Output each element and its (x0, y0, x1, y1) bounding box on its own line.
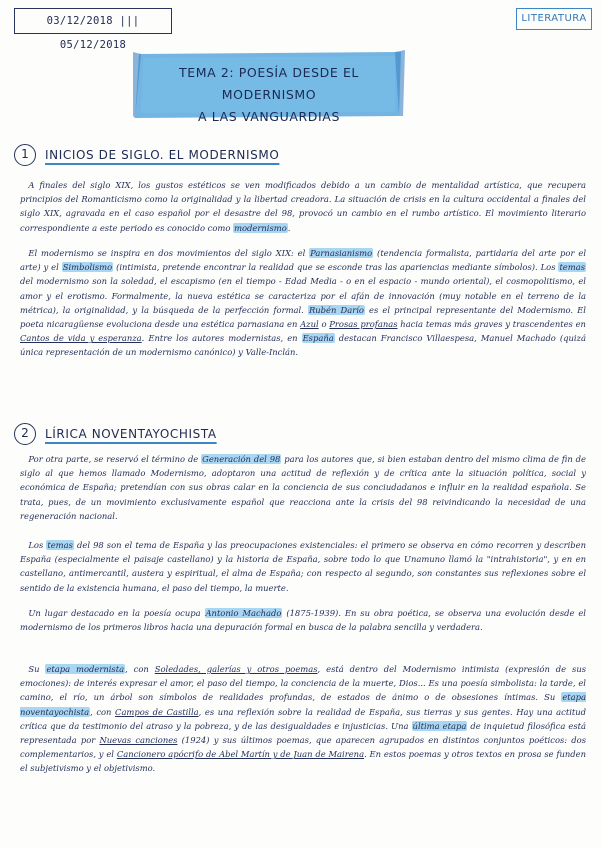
work-title: Cantos de vida y esperanza (20, 333, 142, 344)
section-title: LÍRICA NOVENTAYOCHISTA (45, 427, 217, 441)
text: . Entre los autores modernistas, en (141, 333, 298, 344)
paragraph-s2-2 (20, 538, 586, 595)
topic-title-banner (133, 50, 405, 124)
text: del modernismo son la soledad, el escapismo (en el tiempo - Edad Media - o en el espacio - mundo oriental), el cosmopolitismo, el amor y el erotismo. Formalmente, la nueva estética se caracteriza por el afán de innovación (muy notable en el terreno de la métrica), la originalidad, y la búsqueda de la perfección formal. (20, 276, 586, 315)
topic-title-line-2: A LAS VANGUARDIAS (198, 109, 340, 124)
text: (tendencia formalista, partidaria del arte por el arte) y el (20, 248, 586, 273)
highlight: modernismo (234, 222, 287, 233)
topic-title (133, 62, 405, 128)
work-title: Prosas profanas (329, 319, 398, 330)
text: Su (28, 664, 40, 674)
text: Los (28, 540, 44, 550)
highlight: Antonio Machado (205, 608, 282, 618)
highlight: Generación del 98 (202, 454, 281, 464)
section-2-heading (14, 423, 217, 445)
text: . (287, 222, 291, 233)
text: para los autores que, si bien estaban dentro del mismo clima de fin de siglo al que hemos llamado Modernismo, adoptaron una actitud de reflexión y de crítica ante la situación política, social y económica de España; pretendían con sus obras calar en la conciencia de sus conciudadanos e influir en la realidad española. Se trata, pues, de un movimiento exclusivamente español que reacciona ante la crisis del 98 reivindicando la necesidad de una regeneración nacional. (20, 454, 586, 521)
highlight: Simbolismo (62, 262, 113, 273)
text: (intimista, pretende encontrar la realidad que se esconde tras las apariencias mediante símbolos). Los (116, 262, 556, 273)
section-1-heading (14, 144, 279, 166)
text: A finales del siglo XIX, los gustos estéticos se ven modificados debido a un cambio de mentalidad artística, que recupera principios del Romanticismo como la originalidad y la libertad creadora. La situación de crisis en la cultura occidental a finales del siglo XIX, agravada en el caso español por el desastre del 98, provocó un cambio en el rumbo artístico. El movimiento literario correspondiente a este periodo es conocido como (20, 180, 586, 233)
text: o (321, 319, 327, 330)
text: , con (90, 706, 112, 717)
work-title: Cancionero apócrifo de Abel Martín y de Juan de Mairena (116, 749, 365, 760)
work-title: Soledades, galerías y otros poemas (154, 664, 318, 674)
paragraph-s2-1 (20, 452, 586, 523)
text: (1875-1939). En su obra poética, se observa una evolución desde el modernismo de los primeros libros hacia una depuración formal en busca de la palabra sencilla y verdadera. (20, 608, 586, 633)
highlight: última etapa (412, 720, 467, 731)
section-number: 1 (14, 144, 36, 166)
paragraph-s2-3 (20, 606, 586, 634)
section-number: 2 (14, 423, 36, 445)
text: del 98 son el tema de España y las preocupaciones existenciales: el primero se observa en cómo recorren y describen España (especialmente el paisaje castellano) y la historia de España, sobre todo lo que Unamuno llamó la "intrahistoria", y en en castellano, antimercantil, austera y espiritual, el alma de España; con respecto al segundo, son constantes sus reflexiones sobre el sentido de la existencia humana, el paso del tiempo, la muerte. (20, 540, 586, 593)
highlight: Rubén Darío (308, 304, 364, 315)
paragraph-s1-1 (20, 178, 586, 235)
highlight: España (302, 333, 334, 344)
highlight: Parnasianismo (310, 248, 373, 258)
paragraph-s1-2 (20, 246, 586, 360)
work-title: Campos de Castilla (115, 706, 199, 717)
text: . En estos poemas y otros textos en prosa se funden el subjetivismo y el objetivismo. (20, 749, 586, 774)
text: (1924) y sus últimos poemas, que aparecen agrupados en distintos conjuntos poéticos: dos complementarios, y el (20, 735, 586, 760)
work-title: Nuevas canciones (99, 735, 178, 746)
text: de inquietud filosófica está representada por (20, 720, 586, 746)
subject-label: LITERATURA (516, 8, 592, 30)
text: es el principal representante del Modernismo. El poeta nicaragüense evoluciona desde una estética parnasiana en (20, 304, 586, 330)
highlight: etapa modernista (46, 664, 125, 674)
date-box: 03/12/2018 ||| 05/12/2018 (14, 8, 172, 34)
highlight: temas (559, 262, 585, 273)
section-title: INICIOS DE SIGLO. EL MODERNISMO (45, 148, 280, 162)
text: , está dentro del Modernismo intimista (expresión de sus emociones): de interés expresar el amor, el paso del tiempo, la conciencia de la muerte, Dios... Es una poesía simbolista: la tarde, el camino, el río, un árbol son símbolos de realidades profundas, de estados de ánimo o de obsesiones íntimas. Su (20, 664, 587, 703)
text: El modernismo se inspira en dos movimientos del siglo XIX: el (28, 248, 306, 258)
text: , con (125, 664, 149, 674)
work-title: Azul (300, 319, 319, 330)
highlight: temas (47, 540, 73, 550)
paragraph-s2-4 (20, 662, 586, 776)
text: hacia temas más graves y trascendentes en (400, 319, 586, 330)
topic-title-line-1: TEMA 2: POESÍA DESDE EL MODERNISMO (178, 65, 360, 102)
text: Por otra parte, se reservó el término de (28, 454, 199, 464)
text: , es una reflexión sobre la realidad de España, sus tierras y sus gentes. Hay una actitud crítica que da testimonio del atraso y la pobreza, y de las desigualdades e injusticias. Una (20, 706, 586, 731)
highlight: etapa noventayochista (20, 692, 587, 717)
text: destacan Francisco Villaespesa, Manuel Machado (quizá única representación de un modernismo canónico) y Valle-Inclán. (20, 333, 586, 358)
text: Un lugar destacado en la poesía ocupa (28, 608, 201, 618)
